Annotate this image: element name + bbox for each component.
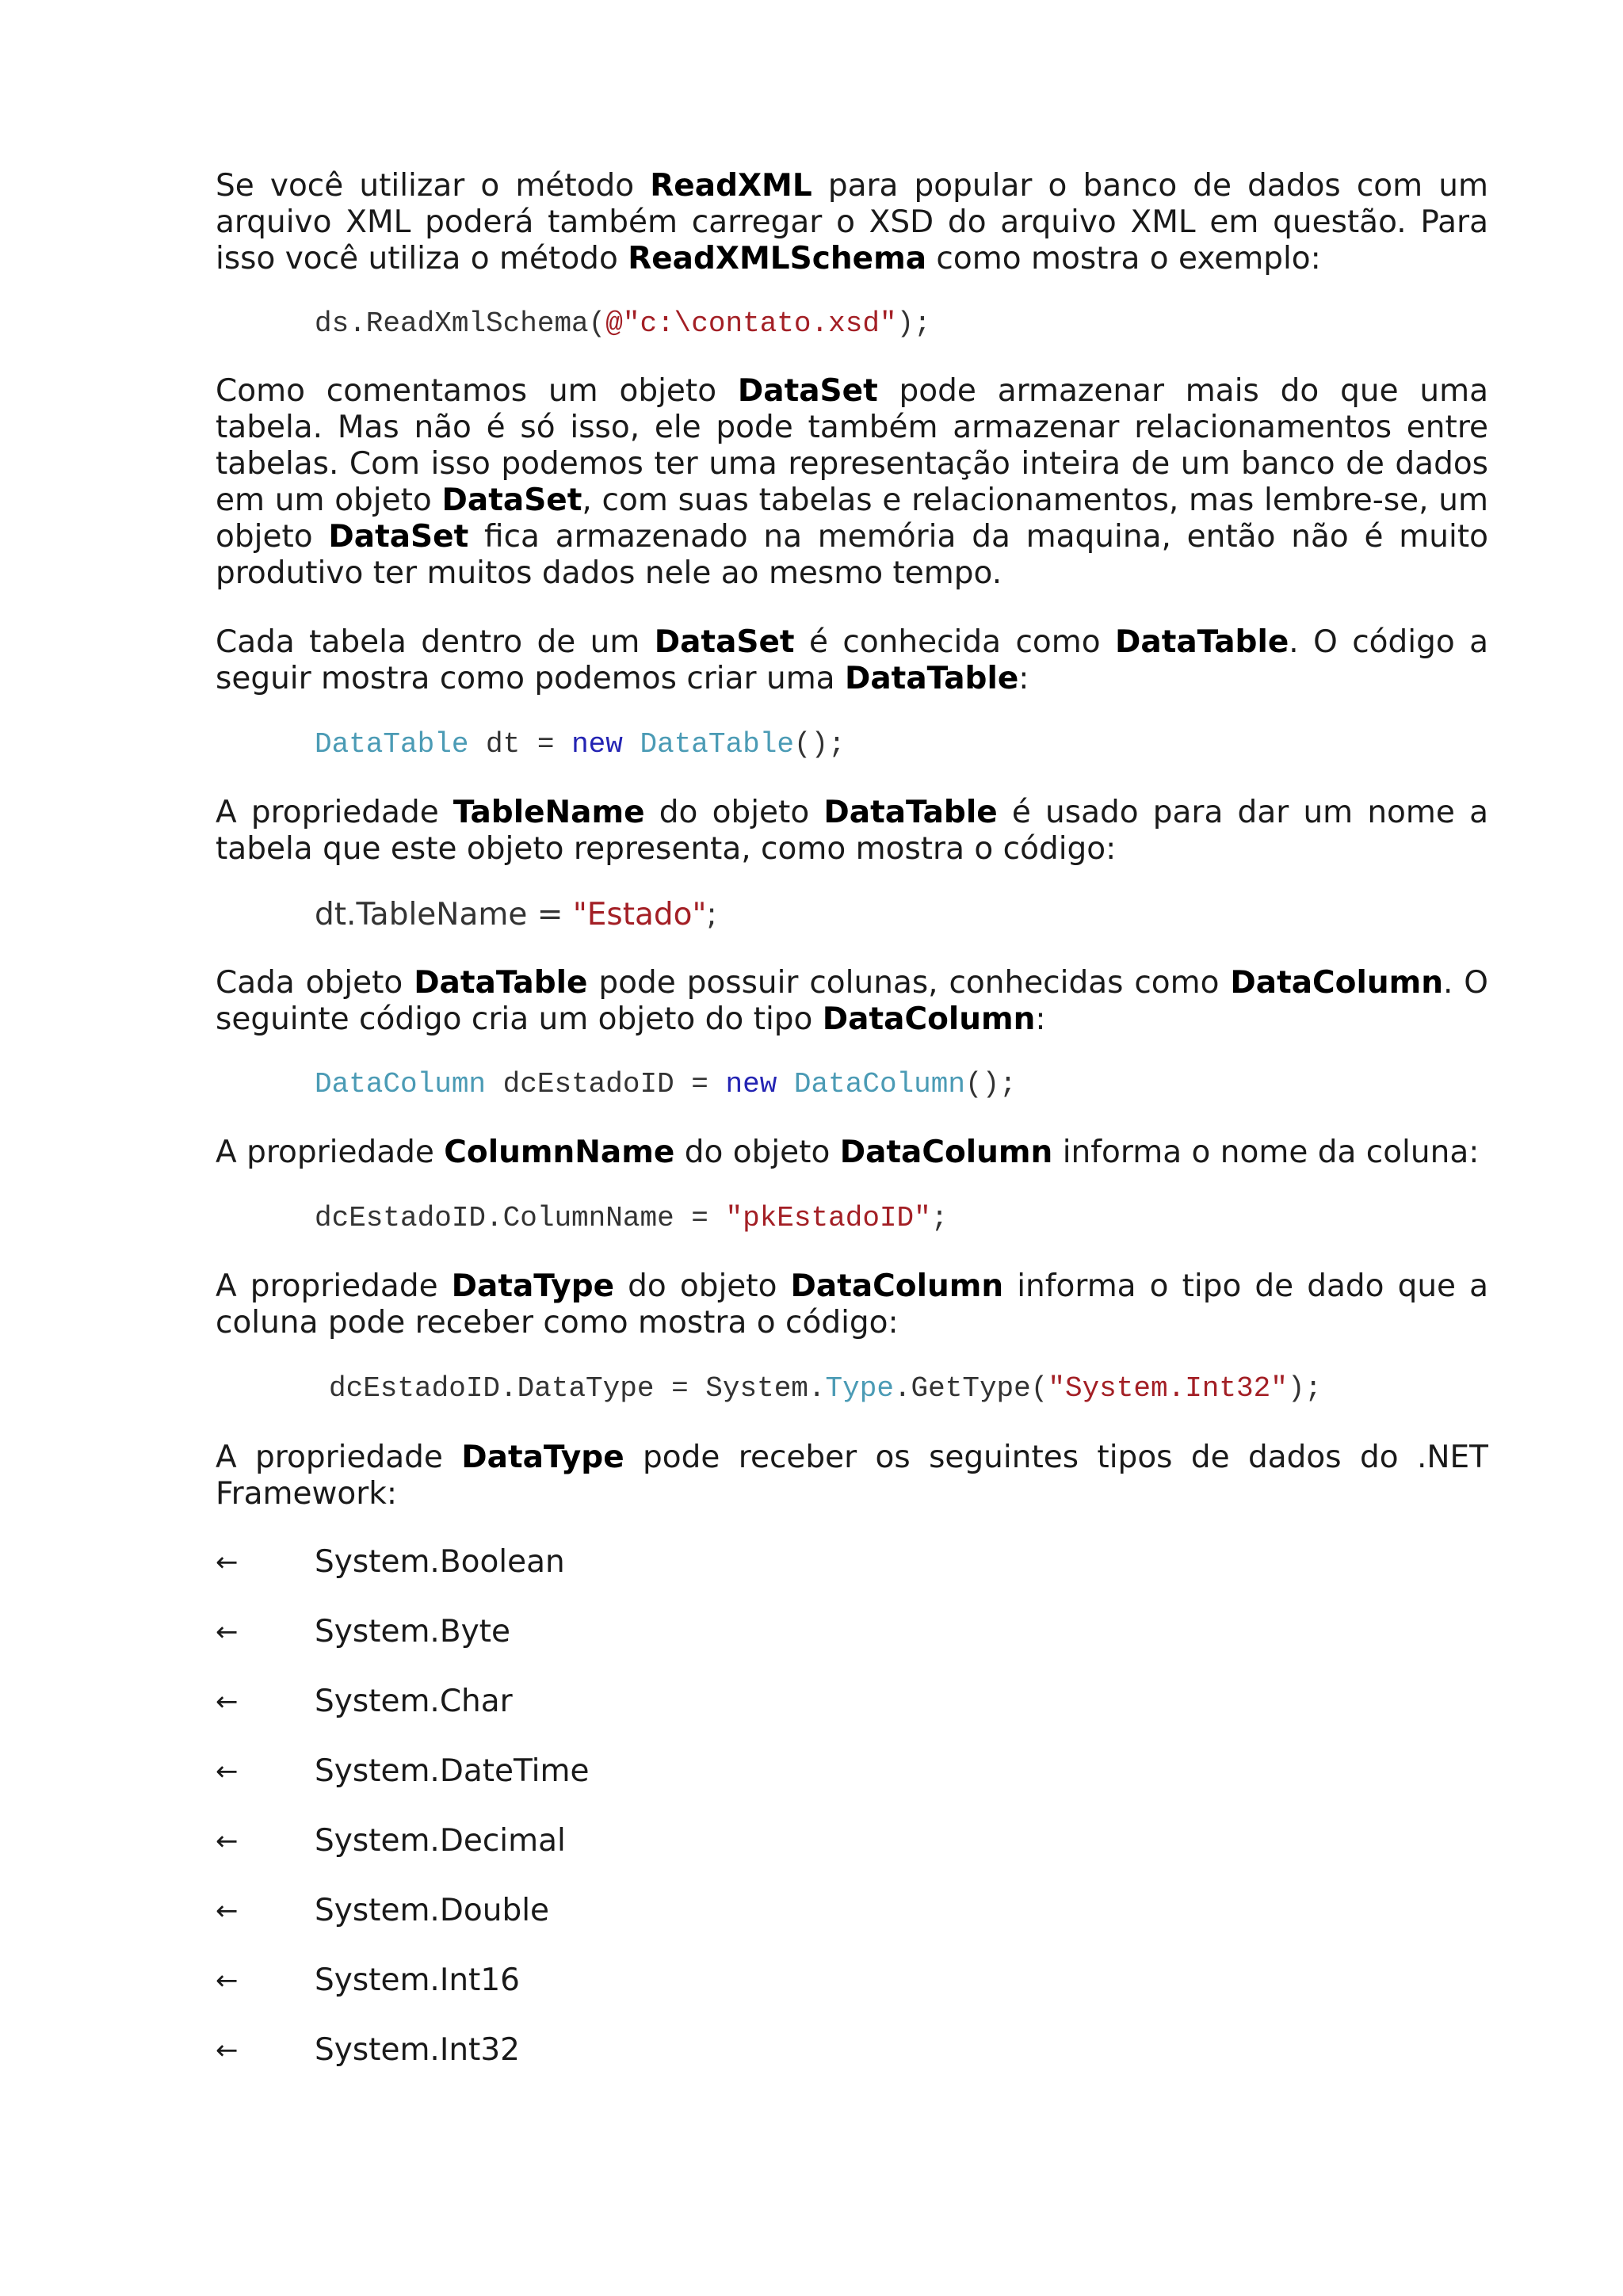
arrow-left-icon: ← [216,1547,239,1578]
list-item: ← System.Int16 [216,1962,520,1998]
arrow-left-icon: ← [216,1895,239,1927]
list-item: ← System.Boolean [216,1544,565,1580]
arrow-left-icon: ← [216,1616,239,1648]
arrow-left-icon: ← [216,1756,239,1787]
paragraph-readxml: Se você utilizar o método ReadXML para popular o banco de dados com um arquivo XML poderá também carregar o XSD do arquivo XML em questão. Para isso você utiliza o método ReadXMLSchema como mostra o exemplo: [216,168,1488,277]
arrow-left-icon: ← [216,1825,239,1857]
paragraph-datatable: Cada tabela dentro de um DataSet é conhecida como DataTable. O código a seguir mostra como podemos criar uma DataTable: [216,624,1489,696]
paragraph-datatype-types: A propriedade DataType pode receber os seguintes tipos de dados do .NET Framework: [216,1440,1488,1512]
code-readxmlschema: ds.ReadXmlSchema(@"c:\contato.xsd"); [315,307,931,340]
code-tablename: dt.TableName = "Estado"; [315,897,717,933]
list-item: ← System.Int32 [216,2032,520,2068]
list-item: ← System.Char [216,1684,513,1719]
document-page [216,168,1488,2069]
paragraph-dataset: Como comentamos um objeto DataSet pode armazenar mais do que uma tabela. Mas não é só isso, ele pode também armazenar relacionamentos entre tabelas. Com isso podemos ter uma representação inteira de um banco de dados em um objeto DataSet, com suas tabelas e relacionamentos, mas lembre-se, um objeto DataSet fica armazenado na memória da maquina, então não é muito produtivo ter muitos dados nele ao mesmo tempo. [216,373,1489,591]
list-item: ← System.Byte [216,1614,510,1650]
paragraph-datatype: A propriedade DataType do objeto DataColumn informa o tipo de dado que a coluna pode receber como mostra o código: [216,1268,1489,1341]
code-new-datatable: DataTable dt = new DataTable(); [315,728,846,761]
list-item: ← System.DateTime [216,1753,590,1789]
code-columnname: dcEstadoID.ColumnName = "pkEstadoID"; [315,1202,949,1234]
paragraph-tablename: A propriedade TableName do objeto DataTable é usado para dar um nome a tabela que este objeto representa, como mostra o código: [216,795,1488,867]
code-datatype: dcEstadoID.DataType = System.Type.GetType("System.Int32"); [329,1372,1323,1405]
term-readxmlschema: ReadXMLSchema [628,241,927,277]
code-new-datacolumn: DataColumn dcEstadoID = new DataColumn(); [315,1068,1017,1100]
list-item: ← System.Double [216,1893,550,1928]
arrow-left-icon: ← [216,1686,239,1718]
term-readxml: ReadXML [650,168,812,204]
arrow-left-icon: ← [216,1965,239,1997]
arrow-left-icon: ← [216,2035,239,2066]
paragraph-columnname: A propriedade ColumnName do objeto DataColumn informa o nome da coluna: [216,1135,1480,1170]
list-item: ← System.Decimal [216,1823,566,1859]
paragraph-datacolumn: Cada objeto DataTable pode possuir colunas, conhecidas como DataColumn. O seguinte código cria um objeto do tipo DataColumn: [216,965,1488,1037]
